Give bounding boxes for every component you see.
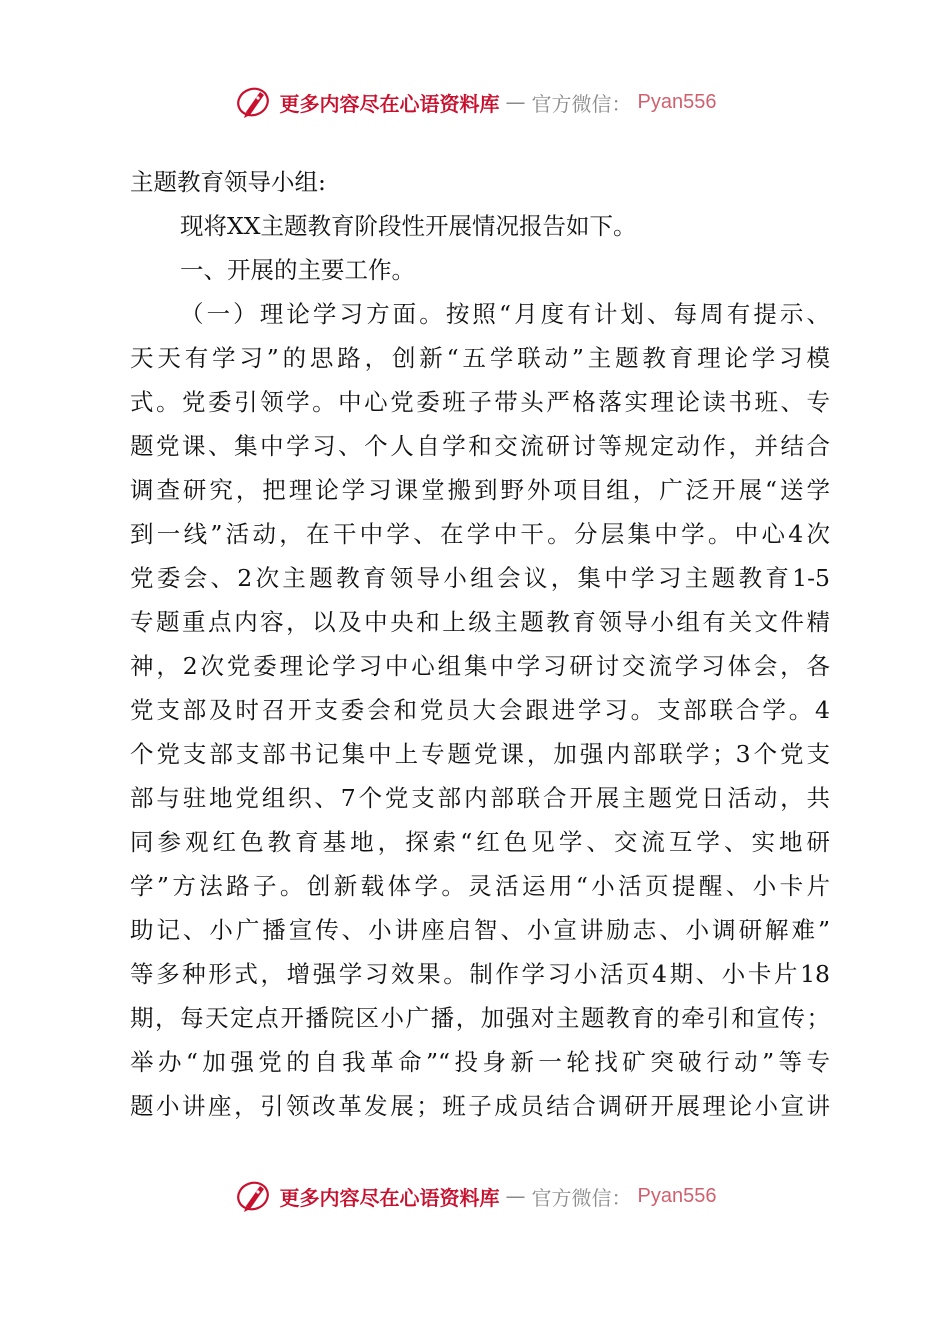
watermark-label: 官方微信： — [531, 91, 632, 116]
text-line: 题党课、集中学习、个人自学和交流研讨等规定动作，并结合 — [130, 432, 830, 460]
text-line: 一、开展的主要工作。 — [180, 256, 415, 284]
watermark-separator: — — [505, 90, 526, 114]
watermark-brand: 更多内容尽在心语资料库 — [279, 1185, 500, 1210]
text-line: 期，每天定点开播院区小广播，加强对主题教育的牵引和宣传； — [130, 1004, 830, 1032]
watermark-separator: — — [505, 1184, 526, 1208]
text-line: 同参观红色教育基地，探索“红色见学、交流互学、实地研 — [130, 828, 830, 856]
pen-nib-icon — [234, 82, 274, 122]
text-line: 调查研究，把理论学习课堂搬到野外项目组，广泛开展“送学 — [130, 476, 830, 504]
text-line: 式。党委引领学。中心党委班子带头严格落实理论读书班、专 — [130, 388, 830, 416]
text-line: 到一线”活动，在干中学、在学中干。分层集中学。中心4次 — [130, 520, 830, 548]
text-line: 党委会、2次主题教育领导小组会议，集中学习主题教育1-5 — [130, 564, 830, 592]
pen-nib-icon — [234, 1176, 274, 1216]
watermark-brand: 更多内容尽在心语资料库 — [279, 91, 500, 116]
text-line: 个党支部支部书记集中上专题党课，加强内部联学；3个党支 — [130, 740, 830, 768]
text-line: 题小讲座，引领改革发展；班子成员结合调研开展理论小宣讲 — [130, 1092, 830, 1120]
text-line: 等多种形式，增强学习效果。制作学习小活页4期、小卡片18 — [130, 960, 830, 988]
text-line: 现将XX主题教育阶段性开展情况报告如下。 — [180, 212, 637, 240]
text-line: 助记、小广播宣传、小讲座启智、小宣讲励志、小调研解难” — [130, 916, 830, 944]
text-line: 主题教育领导小组: — [130, 168, 326, 196]
watermark-header — [0, 80, 950, 124]
watermark-footer — [0, 1174, 950, 1218]
watermark-id: Pyan556 — [637, 90, 717, 113]
text-line: 学”方法路子。创新载体学。灵活运用“小活页提醒、小卡片 — [130, 872, 830, 900]
watermark-id: Pyan556 — [637, 1184, 717, 1207]
text-line: （一）理论学习方面。按照“月度有计划、每周有提示、 — [180, 300, 830, 328]
watermark-label: 官方微信： — [531, 1185, 632, 1210]
text-line: 神，2次党委理论学习中心组集中学习研讨交流学习体会，各 — [130, 652, 830, 680]
text-line: 部与驻地党组织、7个党支部内部联合开展主题党日活动，共 — [130, 784, 830, 812]
text-line: 党支部及时召开支委会和党员大会跟进学习。支部联合学。4 — [130, 696, 830, 724]
text-line: 专题重点内容，以及中央和上级主题教育领导小组有关文件精 — [130, 608, 830, 636]
text-line: 天天有学习”的思路，创新“五学联动”主题教育理论学习模 — [130, 344, 830, 372]
text-line: 举办“加强党的自我革命”“投身新一轮找矿突破行动”等专 — [130, 1048, 830, 1076]
document-body — [130, 160, 830, 1128]
